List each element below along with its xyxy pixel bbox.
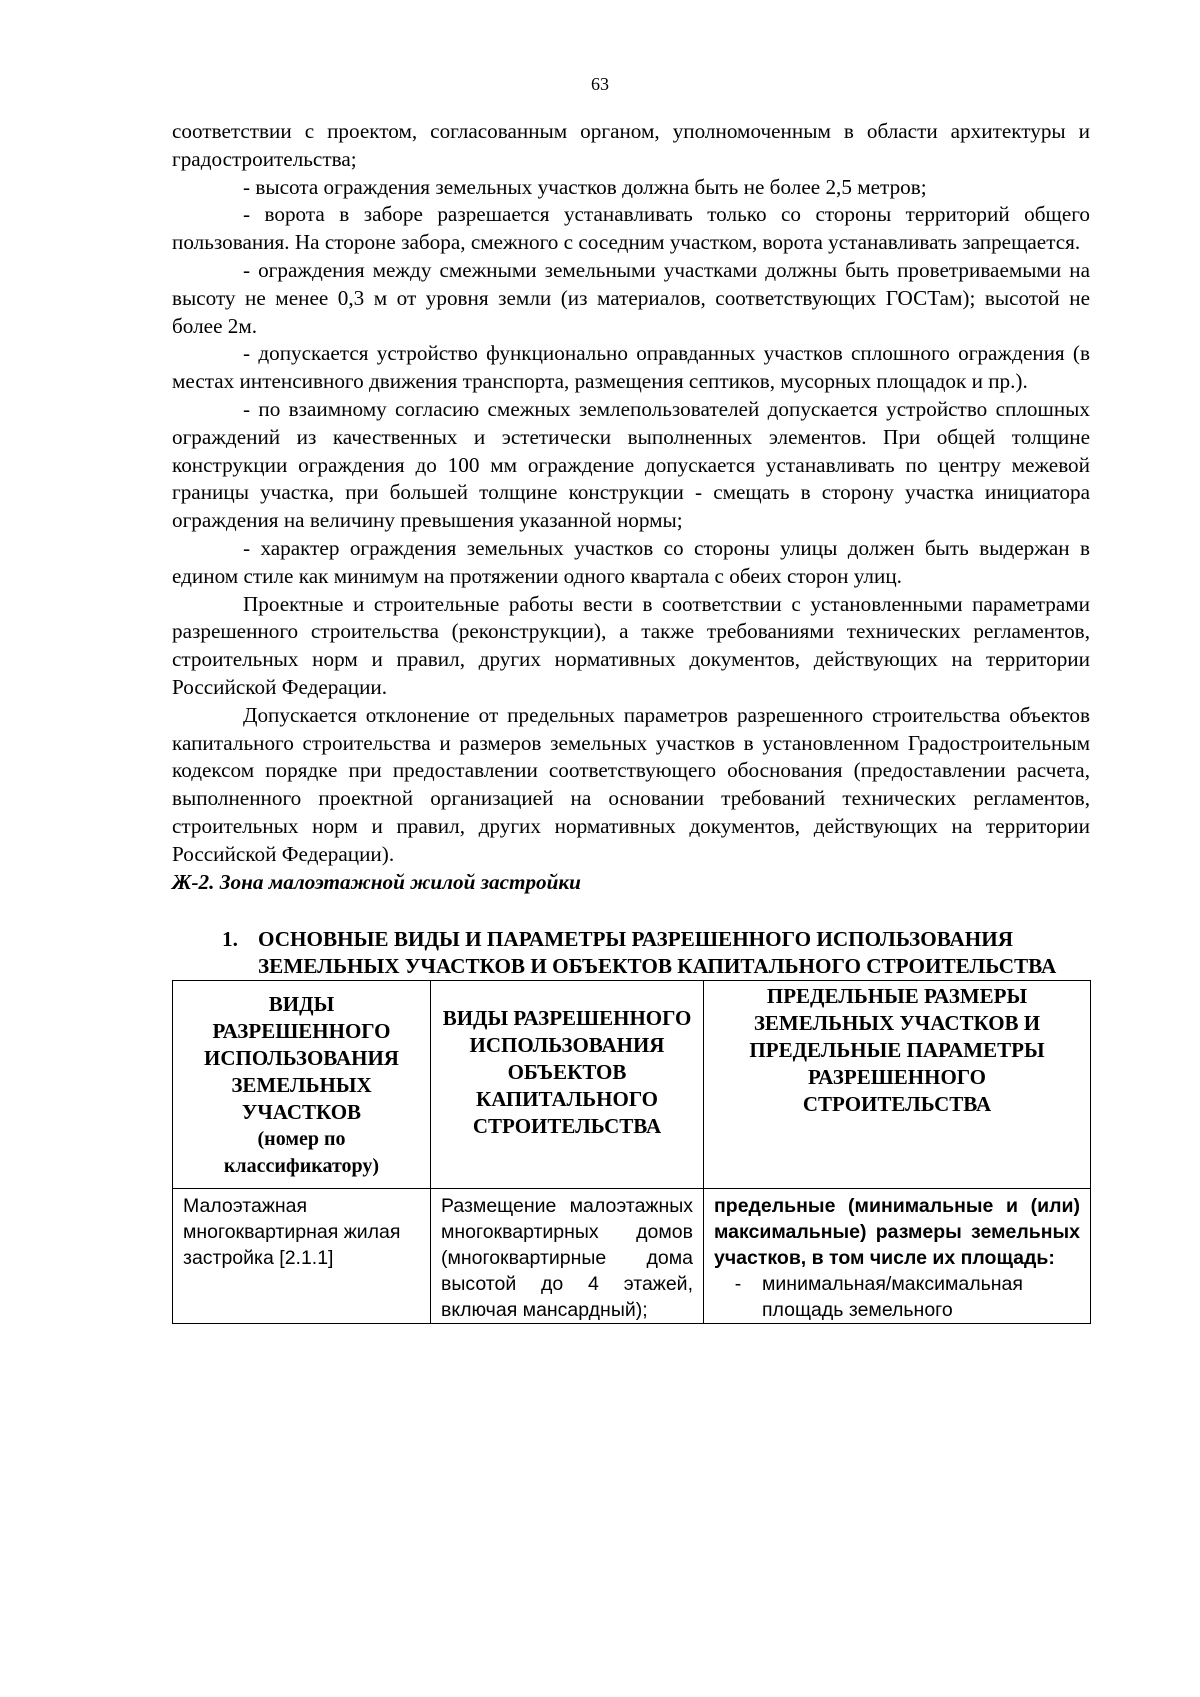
document-body (172, 118, 1090, 1324)
section-heading (172, 926, 1090, 980)
table-header-object-use (431, 981, 704, 1189)
paragraph: - высота ограждения земельных участков должна быть не более 2,5 метров; (243, 174, 927, 199)
list-item-text: минимальная/максимальная площадь земельного (762, 1273, 1023, 1322)
paragraph: Допускается отклонение от предельных параметров разрешенного строительства объектов капитального строительства и размеров земельных участков в установленном Градостроительным кодексом порядке при предоставлении соответствующего обоснования (предоставлении расчета, выполненного проектной организацией на основании требований технических регламентов, строительных норм и правил, других нормативных документов, действующих на территории Российской Федерации). (172, 702, 1090, 866)
table-header-row (173, 981, 1091, 1189)
zoning-table (172, 980, 1091, 1324)
paragraph: соответствии с проектом, согласованным органом, уполномоченным в области архитектуры и градостроительства; (172, 119, 1090, 171)
page-number: 63 (591, 74, 609, 94)
zone-title: Ж-2. Зона малоэтажной жилой застройки (172, 869, 581, 894)
header-text: ВИДЫ РАЗРЕШЕННОГО ИСПОЛЬЗОВАНИЯ ОБЪЕКТОВ КАПИТАЛЬНОГО СТРОИТЕЛЬСТВА (442, 1006, 692, 1139)
paragraph: - по взаимному согласию смежных землепользователей допускается устройство сплошных ограждений из качественных и эстетически выполненных элементов. При общей толщине конструкции ограждения до 100 мм ограждение допускается устанавливать по центру межевой границы участка, при большей толщине конструкции - смещать в сторону участка инициатора ограждения на величину превышения указанной нормы; (172, 396, 1090, 533)
paragraph: - характер ограждения земельных участков со стороны улицы должен быть выдержан в едином стиле как минимум на протяжении одного квартала с обеих сторон улиц. (172, 535, 1090, 588)
cell-parameters (704, 1189, 1091, 1324)
parameters-heading: предельные (минимальные и (или) максимальные) размеры земельных участков, в том числе их площадь: (714, 1195, 1080, 1270)
paragraph: - ограждения между смежными земельными участками должны быть проветриваемыми на высоту не менее 0,3 м от уровня земли (из материалов, соответствующих ГОСТам); высотой не более 2м. (172, 257, 1090, 338)
table-header-land-use (173, 981, 431, 1189)
cell-object-use: Размещение малоэтажных многоквартирных домов (многоквартирные дома высотой до 4 этажей, включая мансардный); (431, 1189, 704, 1324)
table-row (173, 1189, 1091, 1324)
cell-land-use: Малоэтажная многоквартирная жилая застройка [2.1.1] (173, 1189, 431, 1324)
table-header-parameters (704, 981, 1091, 1189)
header-text: ПРЕДЕЛЬНЫЕ РАЗМЕРЫ ЗЕМЕЛЬНЫХ УЧАСТКОВ И ПРЕДЕЛЬНЫЕ ПАРАМЕТРЫ РАЗРЕШЕННОГО СТРОИТЕЛЬСТВА (749, 984, 1045, 1117)
section-number: 1. (222, 927, 238, 952)
paragraph: Проектные и строительные работы вести в соответствии с установленными параметрами разрешенного строительства (реконструкции), а также требованиями технических регламентов, строительных норм и правил, других нормативных документов, действующих на территории Российской Федерации. (172, 591, 1090, 699)
paragraph: - допускается устройство функционально оправданных участков сплошного ограждения (в местах интенсивного движения транспорта, размещения септиков, мусорных площадок и пр.). (172, 341, 1090, 394)
list-item (714, 1271, 1080, 1323)
header-note: (номер по классификатору) (223, 1128, 380, 1178)
list-bullet: - (734, 1273, 742, 1296)
header-text: ВИДЫ РАЗРЕШЕННОГО ИСПОЛЬЗОВАНИЯ ЗЕМЕЛЬНЫХ УЧАСТКОВ (204, 992, 399, 1125)
section-title: ОСНОВНЫЕ ВИДЫ И ПАРАМЕТРЫ РАЗРЕШЕННОГО ИСПОЛЬЗОВАНИЯ ЗЕМЕЛЬНЫХ УЧАСТКОВ И ОБЪЕКТОВ КАПИТАЛЬНОГО СТРОИТЕЛЬСТВА (258, 927, 1057, 979)
paragraph: - ворота в заборе разрешается устанавливать только со стороны территорий общего пользования. На стороне забора, смежного с соседним участком, ворота устанавливать запрещается. (172, 202, 1090, 255)
